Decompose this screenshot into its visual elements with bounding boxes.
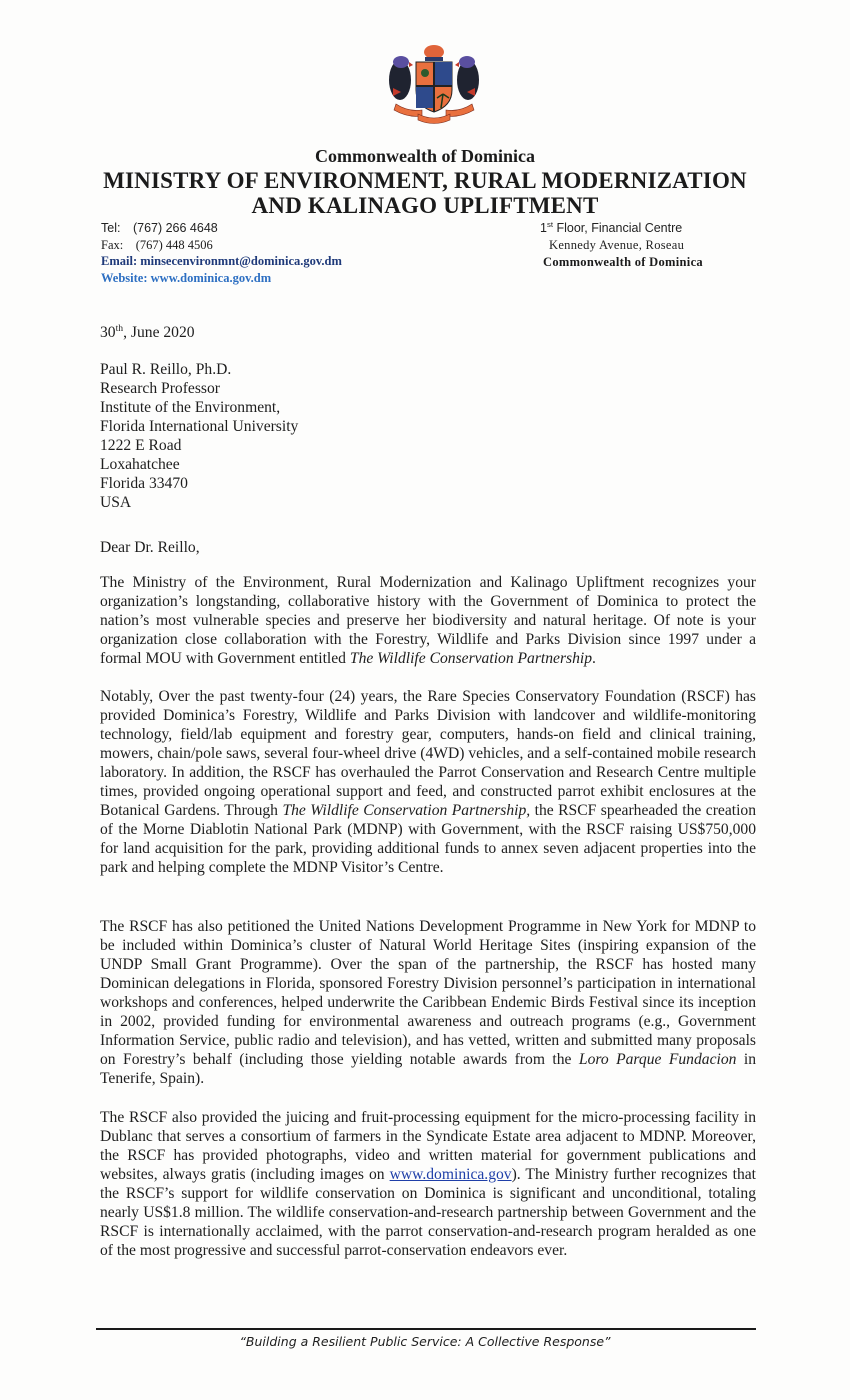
letterhead-contact [101,220,342,286]
tel-value: (767) 266 4648 [132,221,218,235]
recipient-address [100,360,298,512]
coat-of-arms-icon [378,40,490,125]
paragraph-1 [100,573,756,668]
paragraph-text: The RSCF also provided the juicing and fruit-processing equipment for the micro-processing facility in Dublanc that serves a consortium of farmers in the Syndicate Estate area adjacent to MDNP. Moreover, the RSCF has provided photographs, video and written material for government publications and websites, always gratis (including images on [100,1109,756,1183]
paragraph-text: Notably, Over the past twenty-four (24) years, the Rare Species Conservatory Foundation (RSCF) has provided Dominica’s Forestry, Wildlife and Parks Division with landcover and wildlife-monitoring technology, field/lab equipment and forestry gear, computers, hands-on field and clinical training, mowers, chain/pole saws, several four-wheel drive (4WD) vehicles, and a self-contained mobile research laboratory. In addition, the RSCF has overhauled the Parrot Conservation and Research Centre multiple times, provided ongoing operational support and feed, and constructed parrot exhibit enclosures at the Botanical Gardens. Through [100,688,756,819]
website-label: Website: [101,270,148,285]
paragraph-italic: The Wildlife Conservation Partnership [349,650,593,667]
paragraph-text: The RSCF has also petitioned the United Nations Development Programme in New York for MDNP to be included within Dominica’s cluster of Natural World Heritage Sites (inspiring expansion of the UNDP Small Grant Programme). Over the span of the partnership, the RSCF has hosted many Dominican delegations in Florida, sponsored Forestry Division personnel’s participation in international workshops and conferences, helped underwrite the Caribbean Endemic Birds Festival since its inception in 2002, provided funding for environmental awareness and outreach programs (e.g., Government Information Service, public radio and television), and has vetted, written and submitted many proposals on Forestry’s behalf (including those yielding notable awards from the [100,918,756,1068]
date-day: 30 [100,324,116,341]
paragraph-3 [100,917,756,1088]
paragraph-text: ). The Ministry further recognizes that the RSCF’s support for wildlife conservation on Dominica is significant and unconditional, totaling nearly US$1.8 million. The wildlife conservation-and-research partnership between Government and the RSCF is internationally acclaimed, with the parrot conservation-and-research program heralded as one of the most progressive and successful parrot-conservation endeavors ever. [100,1166,756,1259]
floor-ordinal: st [546,219,553,229]
paragraph-text: in Tenerife, Spain). [100,1051,756,1087]
footer-motto: “Building a Resilient Public Service: A Collective Response” [239,1334,611,1349]
dominica-gov-link[interactable]: www.dominica.gov [389,1166,512,1183]
recipient-line: Research Professor [100,380,220,397]
fax-line [101,237,342,254]
website-link[interactable]: www.dominica.gov.dm [150,270,272,285]
recipient-line: Institute of the Environment, [100,399,281,416]
paragraph-text: . [592,650,596,667]
letterhead-address [540,220,703,271]
email-label: Email: [101,254,138,268]
footer-divider [96,1328,756,1330]
email-line [101,253,342,270]
paragraph-text: The Ministry of the Environment, Rural Modernization and Kalinago Upliftment recognizes your organization’s longstanding, collaborative history with the Government of Dominica to protect the nation’s most vulnerable species and preserve her biodiversity and natural heritage. Of note is your organization close collaboration with the Forestry, Wildlife and Parks Division since 1997 under a formal MOU with Government entitled [100,574,756,667]
recipient-line: Paul R. Reillo, Ph.D. [100,361,232,378]
recipient-line: 1222 E Road [100,437,182,454]
letterhead-ministry-line2: AND KALINAGO UPLIFTMENT [251,193,599,218]
paragraph-italic: The Wildlife Conservation Partnership, [282,802,531,819]
address-street: Kennedy Avenue, Roseau [549,238,685,252]
email-link[interactable]: minsecenvironmnt@dominica.gov.dm [140,254,342,268]
recipient-line: Florida International University [100,418,299,435]
date-ordinal: th [115,322,124,334]
recipient-line: Florida 33470 [100,475,188,492]
letterhead-country: Commonwealth of Dominica [315,146,535,166]
recipient-line: Loxahatchee [100,456,180,473]
address-floor [540,220,703,237]
letter-date [100,323,195,342]
floor-number: 1 [540,221,547,235]
letterhead-ministry-line1: MINISTRY OF ENVIRONMENT, RURAL MODERNIZATION [103,168,747,193]
recipient-line: USA [100,494,132,511]
website-line [101,270,342,287]
paragraph-2 [100,687,756,877]
date-rest: , June 2020 [123,324,195,341]
address-country: Commonwealth of Dominica [543,255,703,269]
fax-value: (767) 448 4506 [135,237,213,252]
fax-label: Fax: [101,237,124,252]
floor-text: Floor, Financial Centre [552,221,683,235]
paragraph-4 [100,1108,756,1260]
tel-line [101,220,342,237]
tel-label: Tel: [101,221,121,235]
paragraph-italic: Loro Parque Fundacion [578,1051,737,1068]
paragraph-text: the RSCF spearheaded the creation of the Morne Diablotin National Park (MDNP) with Government, with the RSCF raising US$750,000 for land acquisition for the park, providing additional funds to annex seven adjacent properties into the park and helping complete the MDNP Visitor’s Centre. [100,802,757,876]
salutation: Dear Dr. Reillo, [100,539,200,556]
